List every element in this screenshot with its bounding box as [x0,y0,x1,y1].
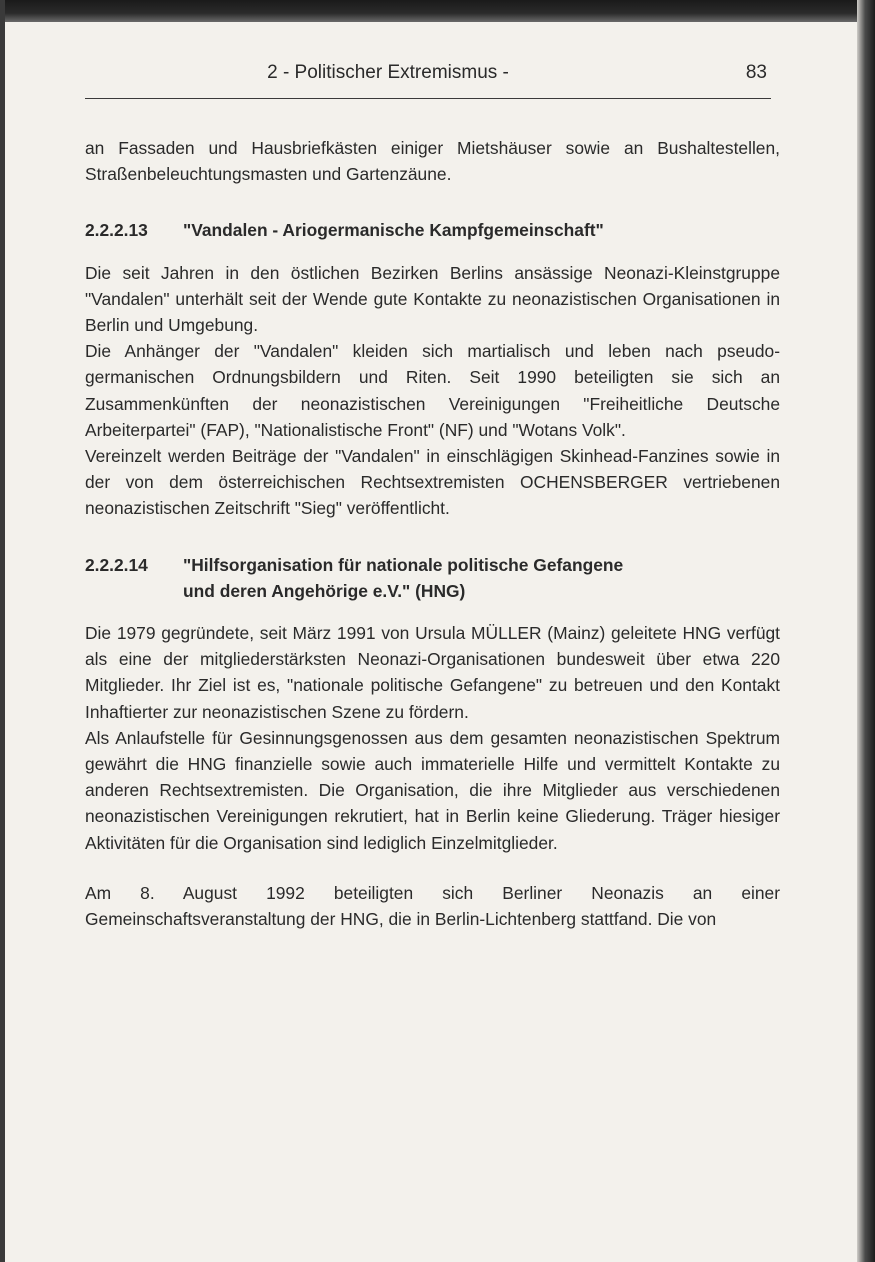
section-paragraph: Als Anlaufstelle für Gesinnungsgenossen aus dem gesamten neonazistischen Spektrum gewährt die HNG finanzielle sowie auch immaterielle Hilfe und vermittelt Kontakte zu anderen Rechtsextremisten. Die Organisation, die ihre Mitglieder aus verschiedenen neonazistischen Vereinigungen rekrutiert, hat in Berlin keine Gliederung. Träger hiesiger Aktivitäten für die Organisation sind lediglich Einzelmitglieder. [85,727,780,853]
scan-border-right [857,0,875,1262]
section-paragraph: Die seit Jahren in den östlichen Bezirken Berlins ansässige Neonazi-Kleinstgruppe "Vandalen" unterhält seit der Wende gute Kontakte zu neonazistischen Organisationen in Berlin und Umgebung. [85,262,780,336]
body-text [85,135,780,932]
section-heading-hng [85,552,780,604]
header-rule [85,98,771,99]
scan-border-top [0,0,875,22]
page-header [85,60,775,90]
section-number: 2.2.2.13 [85,220,148,241]
section-paragraph: Am 8. August 1992 beteiligten sich Berliner Neonazis an einer Gemeinschaftsveranstaltung der HNG, die in Berlin-Lichtenberg stattfand. Die von [85,882,780,930]
section-heading-vandalen [85,217,780,243]
section-number: 2.2.2.14 [85,554,148,575]
section-paragraph: Die Anhänger der "Vandalen" kleiden sich martialisch und leben nach pseudo-germanischen Ordnungsbildern und Riten. Seit 1990 beteiligten sie sich an Zusammenkünften der neonazistischen Vereinigungen "Freiheitliche Deutsche Arbeiterpartei" (FAP), "Nationalistische Front" (NF) und "Wotans Volk". [85,341,780,440]
section-title [183,552,780,604]
section-paragraph: Vereinzelt werden Beiträge der "Vandalen" in einschlägigen Skinhead-Fanzines sowie in der von dem österreichischen Rechtsextremisten OCHENSBERGER vertriebenen neonazistischen Zeitschrift "Sieg" veröffentlicht. [85,446,780,519]
section-title: "Vandalen - Ariogermanische Kampfgemeinschaft" [183,220,604,241]
section-paragraph: Die 1979 gegründete, seit März 1991 von Ursula MÜLLER (Mainz) geleitete HNG verfügt als eine der mitgliederstärksten Neonazi-Organisationen bundesweit über etwa 220 Mitglieder. Ihr Ziel ist es, "nationale politische Gefangene" zu betreuen und den Kontakt Inhaftierter zur neonazistischen Szene zu fördern. [85,623,780,722]
intro-paragraph: an Fassaden und Hausbriefkästen einiger Mietshäuser sowie an Bushaltestellen, Straßenbeleuchtungsmasten und Gartenzäune. [85,138,780,185]
section-title-line: und deren Angehörige e.V." (HNG) [183,580,466,601]
running-title: 2 - Politischer Extremismus - [267,62,509,83]
section-title-line: "Hilfsorganisation für nationale politische Gefangene [183,554,624,575]
page-number: 83 [745,62,767,83]
scan-border-left [0,0,5,1262]
